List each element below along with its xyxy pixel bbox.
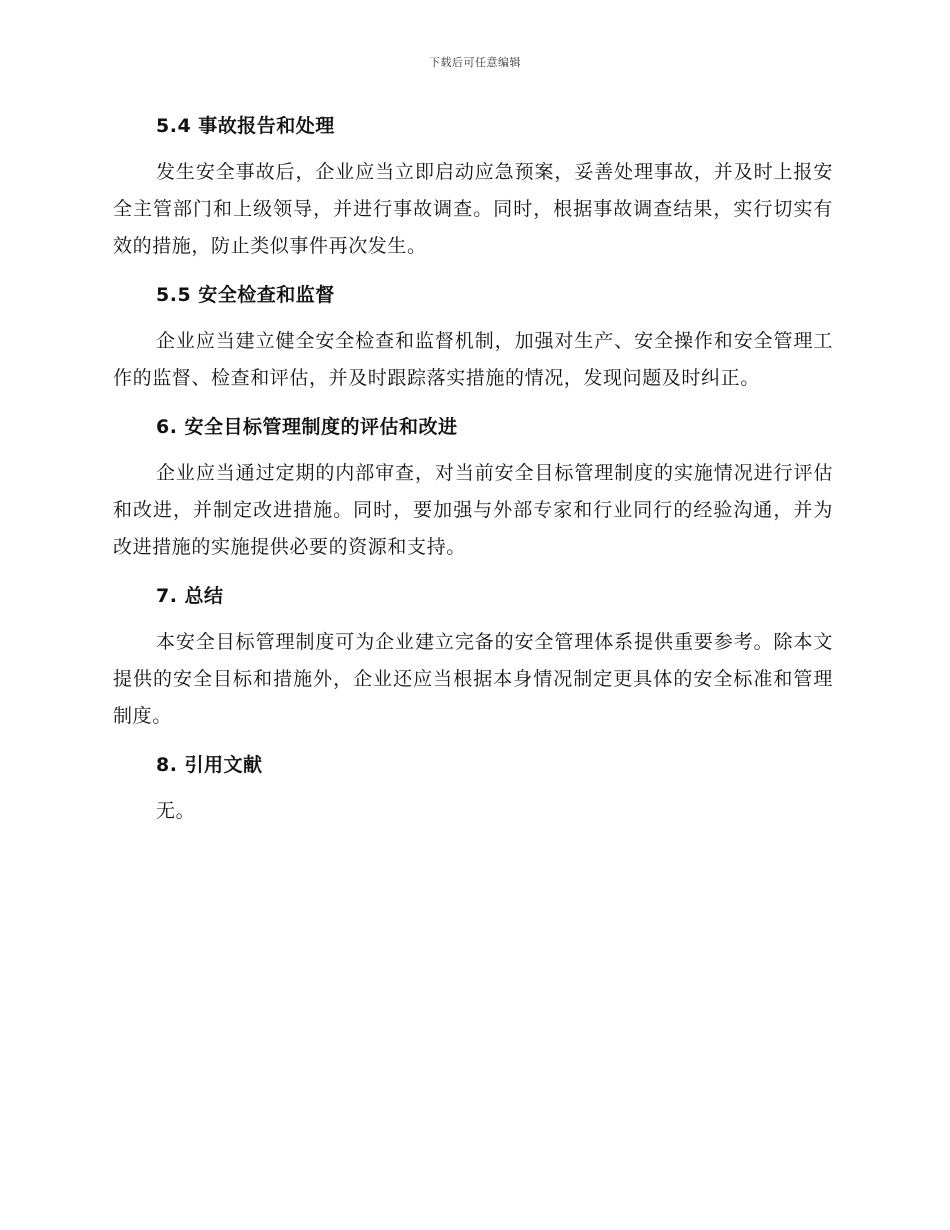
section-7	[113, 578, 833, 735]
section-paragraph: 企业应当建立健全安全检查和监督机制，加强对生产、安全操作和安全管理工作的监督、检查和评估，并及时跟踪落实措施的情况，发现问题及时纠正。	[113, 330, 833, 389]
section-heading: 5.4 事故报告和处理	[156, 115, 335, 137]
section-8	[113, 747, 833, 830]
section-paragraph: 本安全目标管理制度可为企业建立完备的安全管理体系提供重要参考。除本文提供的安全目标和措施外，企业还应当根据本身情况制定更具体的安全标准和管理制度。	[113, 631, 833, 727]
section-heading: 8. 引用文献	[156, 754, 263, 776]
section-paragraph: 企业应当通过定期的内部审查，对当前安全目标管理制度的实施情况进行评估和改进，并制定改进措施。同时，要加强与外部专家和行业同行的经验沟通，并为改进措施的实施提供必要的资源和支持。	[113, 462, 833, 558]
section-6	[113, 409, 833, 566]
section-paragraph: 无。	[156, 800, 196, 822]
section-paragraph: 发生安全事故后，企业应当立即启动应急预案，妥善处理事故，并及时上报安全主管部门和上级领导，并进行事故调查。同时，根据事故调查结果，实行切实有效的措施，防止类似事件再次发生。	[113, 161, 833, 257]
section-5-5	[113, 277, 833, 397]
section-5-4	[113, 108, 833, 265]
section-heading: 7. 总结	[156, 585, 224, 607]
document-body	[113, 108, 833, 842]
section-heading: 6. 安全目标管理制度的评估和改进	[156, 416, 458, 438]
section-heading: 5.5 安全检查和监督	[156, 284, 335, 306]
header-note: 下载后可任意编辑	[429, 56, 521, 69]
